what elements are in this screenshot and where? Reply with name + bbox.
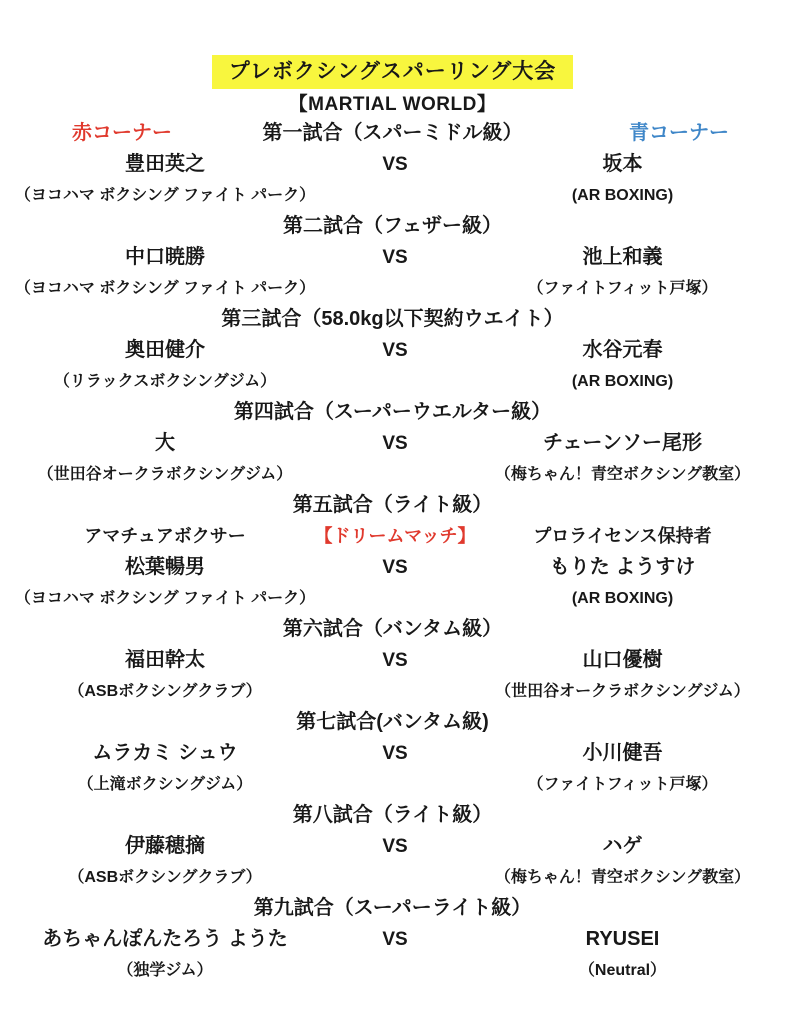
match-8-fighters <box>0 831 785 862</box>
match-5-blue-gym: (AR BOXING) <box>571 590 674 607</box>
match-6-red-gym: （ASBボクシングクラブ） <box>68 683 262 700</box>
match-2-vs: VS <box>382 247 408 268</box>
match-3-vs: VS <box>382 340 408 361</box>
spacer <box>330 769 460 800</box>
match-7-blue-gym: （ファイトフィット戸塚） <box>527 776 718 793</box>
match-8-red-name: 伊藤穂摘 <box>125 835 205 857</box>
spacer <box>330 180 460 211</box>
match-3-fighters <box>0 335 785 366</box>
spacer <box>330 955 460 986</box>
match-2-red-gym: （ヨコハマ ボクシング ファイト パーク） <box>14 280 316 297</box>
match-9-gyms <box>0 955 785 986</box>
match-2-gyms <box>0 273 785 304</box>
match-2-blue-name: 池上和義 <box>582 246 663 268</box>
match-5-note-row <box>0 521 785 552</box>
match-list <box>0 118 785 986</box>
match-7-red-name: ムラカミ シュウ <box>92 742 238 764</box>
match-1-blue-name: 坂本 <box>602 153 643 175</box>
match-6-header: 第六試合（バンタム級） <box>282 618 503 640</box>
match-6-fighters <box>0 645 785 676</box>
match-5-red-gym: （ヨコハマ ボクシング ファイト パーク） <box>14 590 316 607</box>
match-4-gyms <box>0 459 785 490</box>
dream-match-label: 【ドリームマッチ】 <box>314 526 476 546</box>
corner-header-row <box>0 118 785 149</box>
spacer <box>330 583 460 614</box>
spacer <box>330 862 460 893</box>
match-7-gyms <box>0 769 785 800</box>
match-5-fighters <box>0 552 785 583</box>
event-subtitle: 【MARTIAL WORLD】 <box>288 94 497 115</box>
match-1-gyms <box>0 180 785 211</box>
red-corner-label: 赤コーナー <box>72 122 172 144</box>
match-4-vs: VS <box>382 433 408 454</box>
match-2-blue-gym: （ファイトフィット戸塚） <box>527 280 718 297</box>
match-9-fighters <box>0 924 785 955</box>
match-5-red-name: 松葉暢男 <box>125 556 205 578</box>
match-9-vs: VS <box>382 929 408 950</box>
match-5-red-note: アマチュアボクサー <box>84 526 246 546</box>
match-4-red-gym: （世田谷オークラボクシングジム） <box>37 466 293 483</box>
match-8-red-gym: （ASBボクシングクラブ） <box>68 869 262 886</box>
match-8-blue-gym: （梅ちゃん！青空ボクシング教室） <box>494 869 751 886</box>
match-5-blue-note: プロライセンス保持者 <box>533 526 712 546</box>
match-7-vs: VS <box>382 743 408 764</box>
match-7-blue-name: 小川健吾 <box>582 742 663 764</box>
match-6-blue-gym: （世田谷オークラボクシングジム） <box>495 683 750 700</box>
match-3-header: 第三試合（58.0kg以下契約ウエイト） <box>221 308 564 330</box>
match-4-blue-name: チェーンソー尾形 <box>543 432 702 454</box>
match-6-blue-name: 山口優樹 <box>582 649 663 671</box>
match-4-header: 第四試合（スーパーウエルター級） <box>233 401 552 423</box>
match-6-red-name: 福田幹太 <box>125 649 205 671</box>
match-1-red-name: 豊田英之 <box>125 153 205 175</box>
match-1-red-gym: （ヨコハマ ボクシング ファイト パーク） <box>14 187 316 204</box>
match-1-header: 第一試合（スパーミドル級） <box>262 122 523 144</box>
match-5-vs: VS <box>382 557 408 578</box>
match-4-blue-gym: （梅ちゃん！青空ボクシング教室） <box>494 466 751 483</box>
match-8-blue-name: ハゲ <box>602 835 643 857</box>
match-2-red-name: 中口暁勝 <box>125 246 205 268</box>
match-9-red-gym: （独学ジム） <box>117 962 213 979</box>
match-7-fighters <box>0 738 785 769</box>
match-3-gyms <box>0 366 785 397</box>
match-2-fighters <box>0 242 785 273</box>
match-6-vs: VS <box>382 650 408 671</box>
match-6-gyms <box>0 676 785 707</box>
match-1-fighters <box>0 149 785 180</box>
match-3-red-name: 奥田健介 <box>125 339 205 361</box>
match-3-blue-name: 水谷元春 <box>582 339 663 361</box>
match-9-blue-gym: （Neutral） <box>578 962 667 979</box>
match-9-header: 第九試合（スーパーライト級） <box>253 897 532 919</box>
match-9-blue-name: RYUSEI <box>585 928 660 950</box>
blue-corner-label: 青コーナー <box>629 122 729 144</box>
match-8-gyms <box>0 862 785 893</box>
match-4-fighters <box>0 428 785 459</box>
spacer <box>330 676 460 707</box>
match-4-red-name: 大 <box>155 432 175 454</box>
match-5-blue-name: もりた ようすけ <box>549 556 696 578</box>
spacer <box>330 273 460 304</box>
match-3-red-gym: （リラックスボクシングジム） <box>53 373 277 390</box>
match-1-vs: VS <box>382 154 408 175</box>
match-8-vs: VS <box>382 836 408 857</box>
match-7-red-gym: （上滝ボクシングジム） <box>77 776 253 793</box>
match-8-header: 第八試合（ライト級） <box>292 804 493 826</box>
match-7-header: 第七試合(バンタム級) <box>296 711 489 733</box>
match-9-red-name: あちゃんぽんたろう ようた <box>42 928 288 950</box>
match-5-header: 第五試合（ライト級） <box>292 494 493 516</box>
match-3-blue-gym: (AR BOXING) <box>571 373 674 390</box>
match-2-header: 第二試合（フェザー級） <box>283 215 502 237</box>
title-row <box>0 55 785 89</box>
match-5-gyms <box>0 583 785 614</box>
spacer <box>330 459 460 490</box>
match-1-blue-gym: (AR BOXING) <box>571 187 674 204</box>
event-title: プレボクシングスパーリング大会 <box>212 55 574 89</box>
spacer <box>330 366 460 397</box>
